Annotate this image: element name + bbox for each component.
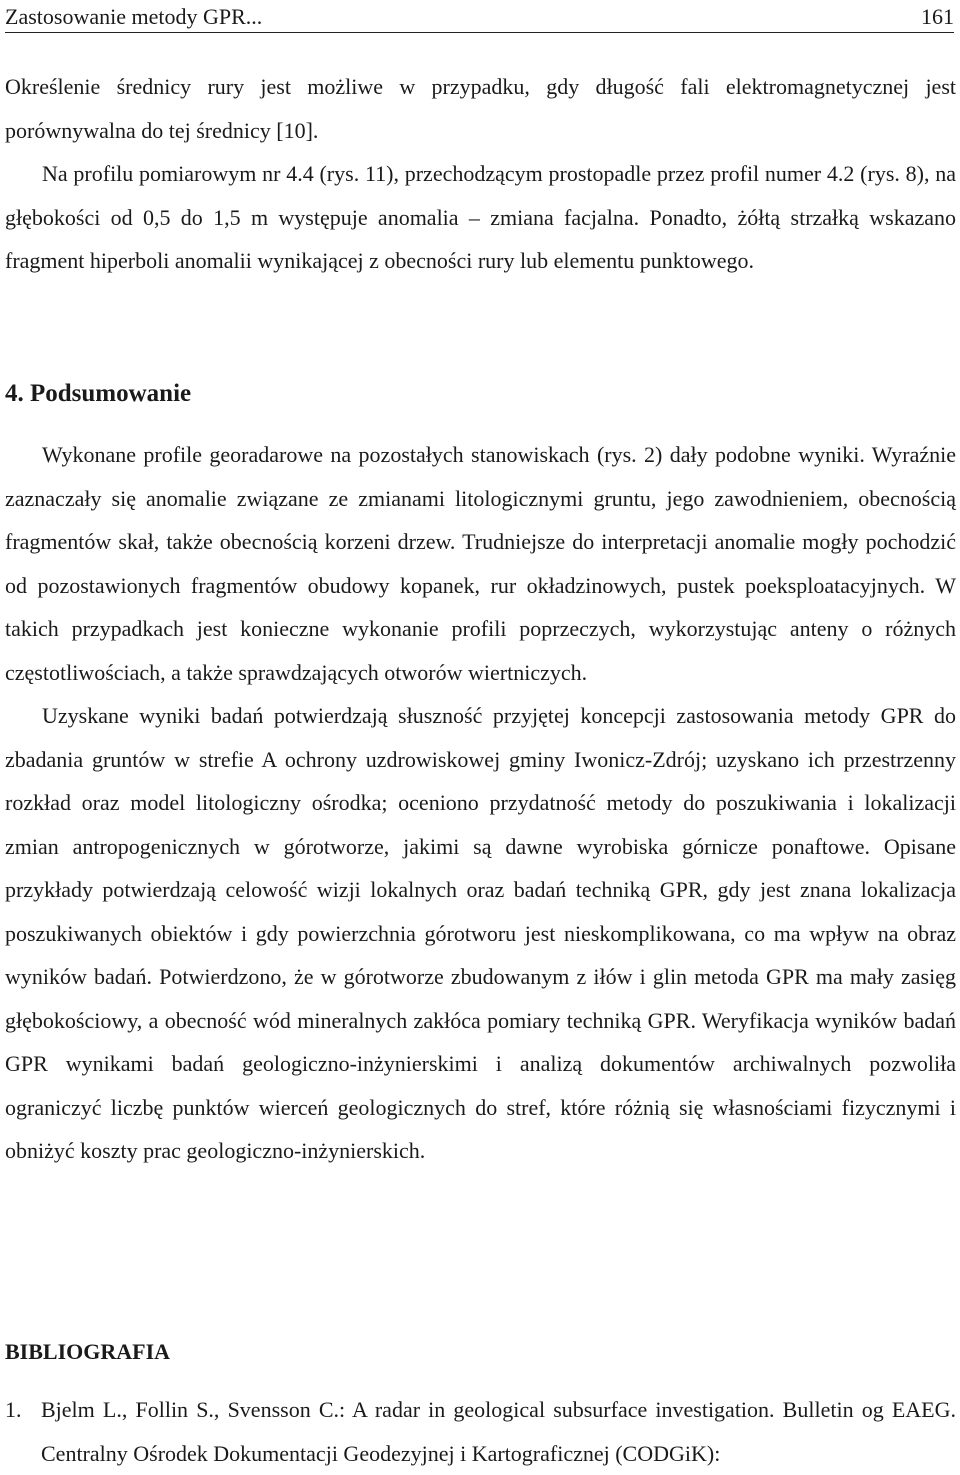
bibliography-entry-number: 1. <box>5 1397 22 1422</box>
paragraph-summary-1: Wykonane profile georadarowe na pozostałych stanowiskach (rys. 2) dały podobne wyniki. Wyraźnie zaznaczały się anomalie związane ze zmianami litologicznymi gruntu, jego zawodnieniem, obecnością fragmentów skał, także obecnością korzeni drzew. Trudniejsze do interpretacji anomalie mogły pochodzić od pozostawionych fragmentów obudowy kopanek, rur okładzinowych, pustek poeksploatacyjnych. W takich przypadkach jest konieczne wykonanie profili poprzeczych, wykorzystując anteny o różnych częstotliwościach, a także sprawdzających otworów wiertniczych. <box>5 442 956 685</box>
intro-text <box>5 65 956 283</box>
running-header <box>5 2 954 33</box>
bibliography-entry-text: Bjelm L., Follin S., Svensson C.: A radar in geological subsurface investigation. Bulletin og EAEG. Centralny Ośrodek Dokumentacji Geodezyjnej i Kartograficznej (CODGiK): <box>41 1397 956 1466</box>
bibliography-heading: BIBLIOGRAFIA <box>5 1339 171 1364</box>
page-number: 161 <box>921 4 954 29</box>
summary-text <box>5 433 956 1173</box>
running-title: Zastosowanie metody GPR... <box>5 4 263 29</box>
section-heading: 4. Podsumowanie <box>5 380 192 407</box>
bibliography-entry <box>5 1388 956 1475</box>
paragraph-pipe-diameter: Określenie średnicy rury jest możliwe w przypadku, gdy długość fali elektromagnetycznej jest porównywalna do tej średnicy [10]. <box>5 74 956 143</box>
paragraph-profile-4-4: Na profilu pomiarowym nr 4.4 (rys. 11), przechodzącym prostopadle przez profil numer 4.2 (rys. 8), na głębokości od 0,5 do 1,5 m występuje anomalia – zmiana facjalna. Ponadto, żółtą strzałką wskazano fragment hiperboli anomalii wynikającej z obecności rury lub elementu punktowego. <box>5 161 956 273</box>
paragraph-summary-2: Uzyskane wyniki badań potwierdzają słuszność przyjętej koncepcji zastosowania metody GPR do zbadania gruntów w strefie A ochrony uzdrowiskowej gminy Iwonicz-Zdrój; uzyskano ich przestrzenny rozkład oraz model litologiczny ośrodka; oceniono przydatność metody do poszukiwania i lokalizacji zmian antropogenicznych w górotworze, jakimi są dawne wyrobiska górnicze ponaftowe. Opisane przykłady potwierdzają celowość wizji lokalnych oraz badań techniką GPR, gdy jest znana lokalizacja poszukiwanych obiektów i gdy powierzchnia górotworu jest nieskomplikowana, co ma wpływ na obraz wyników badań. Potwierdzono, że w górotworze zbudowanym z iłów i glin metoda GPR ma mały zasięg głębokościowy, a obecność wód mineralnych zakłóca pomiary techniką GPR. Weryfikacja wyników badań GPR wynikami badań geologiczno-inżynierskimi i analizą dokumentów archiwalnych pozwoliła ograniczyć liczbę punktów wierceń geologicznych do stref, które różnią się własnościami fizycznymi i obniżyć koszty prac geologiczno-inżynierskich. <box>5 703 956 1163</box>
